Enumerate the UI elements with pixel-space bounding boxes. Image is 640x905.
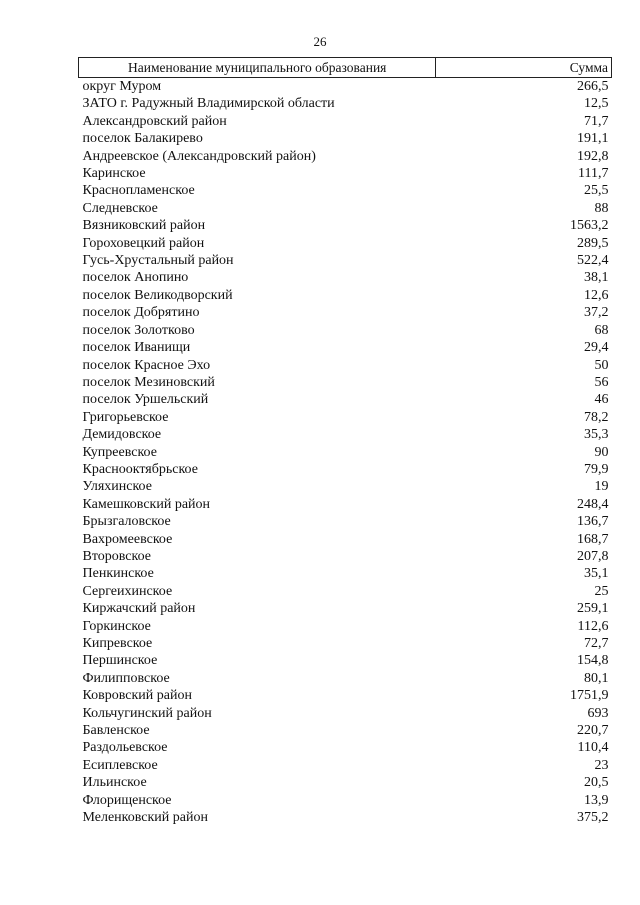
- sum-value: 35,1: [584, 566, 609, 582]
- table-row: [79, 583, 612, 600]
- table-row: [79, 531, 612, 548]
- municipality-name: Першинское: [82, 653, 158, 669]
- table-row: [79, 287, 612, 304]
- table-row: [79, 391, 612, 408]
- table-row: [79, 217, 612, 234]
- municipality-name: Ильинское: [82, 775, 147, 791]
- sum-value: 56: [594, 374, 609, 390]
- municipality-name: Бавленское: [82, 723, 150, 739]
- sum-value: 375,2: [577, 810, 609, 826]
- sum-value: 207,8: [577, 548, 609, 564]
- municipality-name: Флорищенское: [82, 792, 172, 808]
- table-row: [79, 600, 612, 617]
- table-row: [79, 670, 612, 687]
- municipality-name: поселок Добрятино: [82, 305, 200, 321]
- header-sum: Сумма: [436, 58, 612, 78]
- municipality-name: Следневское: [82, 200, 158, 216]
- municipality-name: поселок Анопино: [82, 270, 189, 286]
- municipality-name: Кольчугинский район: [82, 705, 212, 721]
- table-row: [79, 113, 612, 130]
- municipality-name: поселок Мезиновский: [82, 374, 215, 390]
- municipality-name: Краснопламенское: [82, 183, 195, 199]
- municipality-name: Вязниковский район: [82, 218, 206, 234]
- sum-value: 259,1: [577, 601, 609, 617]
- table-row: [79, 774, 612, 791]
- header-row: [79, 58, 612, 78]
- sum-value: 12,5: [584, 96, 609, 112]
- table-row: [79, 130, 612, 147]
- sum-value: 12,6: [584, 287, 609, 303]
- sum-value: 192,8: [577, 148, 609, 164]
- sum-value: 154,8: [577, 653, 609, 669]
- sum-value: 248,4: [577, 496, 609, 512]
- sum-value: 112,6: [577, 618, 609, 634]
- sum-value: 88: [594, 200, 609, 216]
- table-row: [79, 252, 612, 269]
- sum-value: 111,7: [578, 166, 609, 182]
- table-row: [79, 235, 612, 252]
- sum-value: 20,5: [584, 775, 609, 791]
- table-row: [79, 809, 612, 826]
- table-row: [79, 478, 612, 495]
- sum-value: 13,9: [584, 792, 609, 808]
- municipality-name: округ Муром: [82, 79, 162, 94]
- municipality-name: поселок Балакирево: [82, 131, 203, 147]
- sum-value: 80,1: [584, 670, 609, 686]
- municipality-name: поселок Золотково: [82, 322, 195, 338]
- municipality-name: поселок Иванищи: [82, 340, 191, 356]
- sum-value: 46: [594, 392, 609, 408]
- table-row: [79, 357, 612, 374]
- sum-value: 37,2: [584, 305, 609, 321]
- municipality-name: Меленковский район: [82, 810, 208, 826]
- table-row: [79, 95, 612, 112]
- sum-value: 68: [594, 322, 609, 338]
- table-row: [79, 757, 612, 774]
- table-row: [79, 269, 612, 286]
- table-row: [79, 374, 612, 391]
- table-row: [79, 148, 612, 165]
- sum-value: 25: [594, 583, 609, 599]
- table-row: [79, 409, 612, 426]
- page-number: 26: [313, 34, 327, 49]
- sum-value: 19: [594, 479, 609, 495]
- municipality-name: Раздольевское: [82, 740, 168, 756]
- sum-value: 220,7: [577, 723, 609, 739]
- municipality-name: Филипповское: [82, 670, 170, 686]
- municipality-name: поселок Красное Эхо: [82, 357, 211, 373]
- table-row: [79, 182, 612, 199]
- header-municipality-name: Наименование муниципального образования: [79, 58, 436, 78]
- table-row: [79, 426, 612, 443]
- table-row: [79, 496, 612, 513]
- sum-value: 136,7: [577, 514, 609, 530]
- table-row: [79, 618, 612, 635]
- table-header: [79, 58, 612, 78]
- sum-value: 191,1: [577, 131, 609, 147]
- municipality-name: Каринское: [82, 166, 146, 182]
- table-row: [79, 513, 612, 530]
- sum-value: 1751,9: [570, 688, 609, 704]
- sum-value: 29,4: [584, 340, 609, 356]
- table-row: [79, 165, 612, 182]
- table-row: [79, 322, 612, 339]
- municipality-name: Купреевское: [82, 444, 157, 460]
- sum-value: 1563,2: [570, 218, 609, 234]
- sum-value: 35,3: [584, 427, 609, 443]
- sum-value: 71,7: [584, 113, 609, 129]
- municipality-name: Александровский район: [82, 113, 227, 129]
- table-row: [79, 339, 612, 356]
- municipality-name: Камешковский район: [82, 496, 211, 512]
- table-row: [79, 687, 612, 704]
- municipality-name: Сергеихинское: [82, 583, 173, 599]
- municipality-name: Пенкинское: [82, 566, 154, 582]
- municipality-name: Кипревское: [82, 636, 153, 651]
- sum-value: 110,4: [577, 740, 609, 756]
- municipality-name: Есиплевское: [82, 757, 158, 773]
- sum-value: 693: [587, 705, 609, 721]
- sum-value: 79,9: [584, 461, 609, 477]
- table-row: [79, 705, 612, 722]
- table-row: [79, 200, 612, 217]
- table-row: [79, 78, 612, 96]
- allocation-table: [78, 57, 612, 826]
- sum-value: 289,5: [577, 235, 609, 251]
- municipality-name: Григорьевское: [82, 409, 169, 425]
- municipality-name: Второвское: [82, 548, 151, 564]
- municipality-name: Демидовское: [82, 427, 162, 443]
- municipality-name: Гороховецкий район: [82, 235, 205, 251]
- table-row: [79, 739, 612, 756]
- municipality-name: Вахромеевское: [82, 531, 173, 547]
- sum-value: 72,7: [584, 636, 609, 651]
- table-row: [79, 548, 612, 565]
- sum-value: 25,5: [584, 183, 609, 199]
- municipality-name: Ковровский район: [82, 688, 192, 704]
- municipality-name: поселок Уршельский: [82, 392, 209, 408]
- sum-value: 78,2: [584, 409, 609, 425]
- sum-value: 50: [594, 357, 609, 373]
- municipality-name: поселок Великодворский: [82, 287, 233, 303]
- municipality-name: Уляхинское: [82, 479, 152, 495]
- municipality-name: Гусь-Хрустальный район: [82, 253, 234, 269]
- table-row: [79, 461, 612, 478]
- table-row: [79, 444, 612, 461]
- table-row: [79, 652, 612, 669]
- table-body: [79, 78, 612, 827]
- table-row: [79, 565, 612, 582]
- municipality-name: Краснооктябрьское: [82, 461, 198, 477]
- municipality-name: Горкинское: [82, 618, 151, 634]
- table-row: [79, 792, 612, 809]
- municipality-name: Брызгаловское: [82, 514, 171, 530]
- sum-value: 168,7: [577, 531, 609, 547]
- table-row: [79, 304, 612, 321]
- table-row: [79, 635, 612, 652]
- sum-value: 23: [594, 757, 609, 773]
- municipality-name: ЗАТО г. Радужный Владимирской области: [82, 96, 335, 112]
- sum-value: 266,5: [577, 79, 609, 94]
- municipality-name: Киржачский район: [82, 601, 196, 617]
- table-row: [79, 722, 612, 739]
- sum-value: 522,4: [577, 253, 609, 269]
- municipality-name: Андреевское (Александровский район): [82, 148, 316, 164]
- sum-value: 38,1: [584, 270, 609, 286]
- sum-value: 90: [594, 444, 609, 460]
